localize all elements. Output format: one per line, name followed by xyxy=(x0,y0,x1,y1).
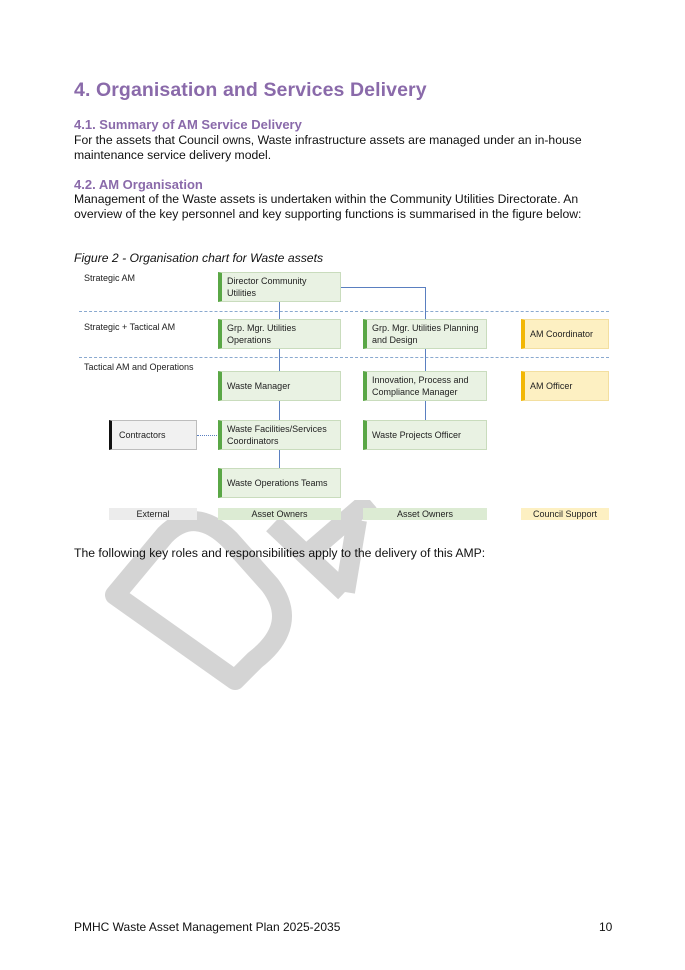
watermark-letter-d xyxy=(115,521,282,680)
org-box-label: AM Coordinator xyxy=(530,329,594,339)
org-box-label: Waste Manager xyxy=(227,381,291,391)
draft-watermark xyxy=(95,500,415,740)
legend-asset-owners: Asset Owners xyxy=(363,508,487,520)
page-number: 10 xyxy=(599,920,613,934)
dotted-connector xyxy=(197,435,219,436)
connector-line xyxy=(279,301,280,319)
band-label-strategic-tactical: Strategic + Tactical AM xyxy=(84,322,176,332)
org-box-label: Director Community Utilities xyxy=(227,276,307,298)
section-heading: 4. Organisation and Services Delivery xyxy=(74,79,427,101)
band-label-tactical-operations: Tactical AM and Operations xyxy=(84,362,194,372)
connector-line xyxy=(425,401,426,420)
org-box-waste-facilities xyxy=(218,420,341,450)
org-box-waste-manager xyxy=(218,371,341,401)
subsection-body-4-2: Management of the Waste assets is undertaken within the Community Utilities Directorate. An overview of the key personnel and key supporting functions is summarised in the figure below: xyxy=(74,192,582,221)
org-box-director xyxy=(218,272,341,302)
band-divider xyxy=(79,311,609,312)
org-box-waste-operations-teams xyxy=(218,468,341,498)
org-box-innovation-manager xyxy=(363,371,487,401)
org-box-label: Grp. Mgr. Utilities Operations xyxy=(227,323,297,345)
subsection-title-4-2: 4.2. AM Organisation xyxy=(74,177,203,192)
org-box-label: Waste Operations Teams xyxy=(227,478,328,488)
connector-line xyxy=(341,287,425,288)
org-box-am-officer xyxy=(521,371,609,401)
org-box-label: Waste Facilities/Services Coordinators xyxy=(227,424,327,446)
org-box-am-coordinator xyxy=(521,319,609,349)
subsection-title-4-1: 4.1. Summary of AM Service Delivery xyxy=(74,117,302,132)
org-box-grp-mgr-planning xyxy=(363,319,487,349)
connector-line xyxy=(279,349,280,371)
closing-paragraph: The following key roles and responsibilities apply to the delivery of this AMP: xyxy=(74,546,486,560)
org-box-contractors xyxy=(109,420,197,450)
figure-caption: Figure 2 - Organisation chart for Waste assets xyxy=(74,251,324,265)
org-box-label: Contractors xyxy=(119,430,166,440)
org-box-waste-projects xyxy=(363,420,487,450)
org-box-grp-mgr-operations xyxy=(218,319,341,349)
org-box-label: Innovation, Process and Compliance Manager xyxy=(372,375,469,397)
org-box-label: Waste Projects Officer xyxy=(372,430,462,440)
connector-line xyxy=(279,450,280,468)
band-divider xyxy=(79,357,609,358)
footer-title: PMHC Waste Asset Management Plan 2025-2035 xyxy=(74,920,341,934)
connector-line xyxy=(425,287,426,319)
connector-line xyxy=(425,349,426,371)
band-label-strategic: Strategic AM xyxy=(84,273,136,283)
org-box-label: Grp. Mgr. Utilities Planning and Design xyxy=(372,323,479,345)
org-box-label: AM Officer xyxy=(530,381,573,391)
connector-line xyxy=(279,401,280,420)
legend-council-support: Council Support xyxy=(521,508,609,520)
legend-external: External xyxy=(109,508,197,520)
legend-asset-owners: Asset Owners xyxy=(218,508,341,520)
subsection-body-4-1: For the assets that Council owns, Waste infrastructure assets are managed under an in-house maintenance service delivery model. xyxy=(74,133,582,162)
